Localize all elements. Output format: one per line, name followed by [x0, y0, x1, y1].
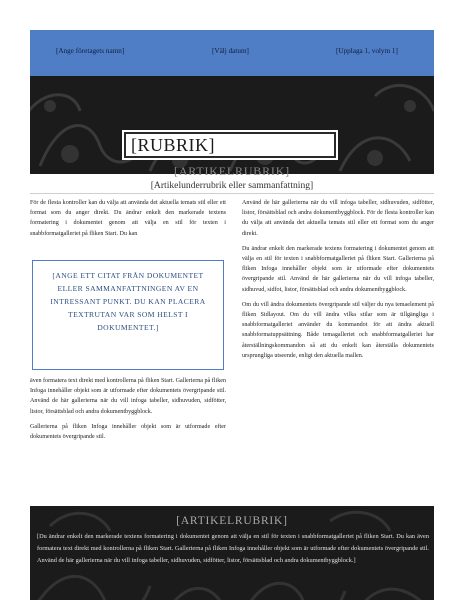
article-paragraph[interactable]: Använd de här gallerierna när du vill infoga tabeller, sidhuvuden, sidfötter, listor, försättsblad och andra dokumentbyggblock. För de flesta kontroller kan du välja att använda det aktuella temats stil eller ett format som du anger direkt.	[242, 200, 434, 237]
article-paragraph[interactable]: Gallerierna på fliken Infoga innehåller objekt som är utformade efter dokumentets övergripande stil.	[30, 423, 226, 441]
company-name-field[interactable]: [Ange företagets namn]	[56, 47, 125, 55]
article-right-column	[242, 198, 434, 366]
article-title[interactable]: [ARTIKELRUBRIK]	[174, 164, 290, 178]
newsletter-title[interactable]: [RUBRIK]	[131, 135, 215, 155]
article-left-column-continued	[30, 376, 226, 447]
edition-field[interactable]: [Upplaga 1, volym 1]	[336, 47, 398, 55]
damask-banner	[30, 76, 434, 174]
title-box[interactable]	[122, 130, 338, 160]
newsletter-page	[30, 30, 434, 600]
date-picker-field[interactable]: [Välj datum]	[212, 47, 249, 55]
pull-quote-text[interactable]: [ANGE ETT CITAT FRÅN DOKUMENTET ELLER SAMMANFATTNINGEN AV EN INTRESSANT PUNKT. DU KAN PLACERA TEXTRUTAN VAR SOM HELST I DOKUMENTET.]	[50, 271, 206, 332]
article-paragraph[interactable]: även formatera text direkt med kontrollerna på fliken Start. Gallerierna på fliken Infoga innehåller objekt som är utformade efter dokumentets övergripande stil. Använd de här gallerierna när du vill infoga tabeller, sidhuvuden, sidfötter, listor, försättsblad och andra dokumentbyggblock.	[30, 378, 226, 415]
article-subtitle[interactable]: [Artikelunderrubrik eller sammanfattning]	[150, 180, 314, 191]
divider	[30, 193, 434, 194]
article-paragraph[interactable]: Du ändrar enkelt den markerade textens formatering i dokumentet genom att välja en stil för texten i snabbformatgalleriet på fliken Start. Gallerierna på fliken Infoga innehåller objekt som är utformade efter dokumentets övergripande stil. Använd de här gallerierna när du vill infoga tabeller, sidhuvud, sidfot, listor, försättsblad och andra dokumentbyggblock.	[242, 245, 434, 293]
article-paragraph[interactable]: Om du vill ändra dokumentets övergripande stil väljer du nya temaelement på fliken Sidlayout. Om du vill ändra vilka stilar som är tillgängliga i snabbformatgalleriet använder du kommandot för att ändra aktuell snabbformatuppsättning. Både temagalleriet och snabbformatgalleriet har återställningskommandon så att du enkelt kan återställa dokumentets ursprungliga utseende, enligt den aktuella mallen.	[242, 301, 434, 359]
article-paragraph[interactable]: För de flesta kontroller kan du välja att använda det aktuella temats stil eller ett format som du anger direkt. Du ändrar enkelt den markerade textens formatering i dokumentet genom att välja en stil för texten i snabbformatgalleriet på fliken Start. Du kan	[30, 200, 226, 237]
pull-quote-box[interactable]	[32, 260, 224, 370]
footer-article-text[interactable]: [Du ändrar enkelt den markerade textens formatering i dokumentet genom att välja en stil för texten i snabbformatgalleriet på fliken Start. Du kan även formatera text direkt med kontrollerna på fliken Start. Gallerierna på fliken Infoga innehåller objekt som är utformade efter dokumentets övergripande stil. Använd de här gallerierna när du vill infoga tabeller, sidhuvuden, sidfötter, listor, försättsblad och andra dokumentbyggblock.]	[37, 533, 429, 565]
footer-article-band	[30, 506, 434, 600]
header-band	[30, 30, 434, 76]
article-left-column	[30, 198, 226, 244]
footer-article-title[interactable]: [ARTIKELRUBRIK]	[176, 515, 288, 527]
